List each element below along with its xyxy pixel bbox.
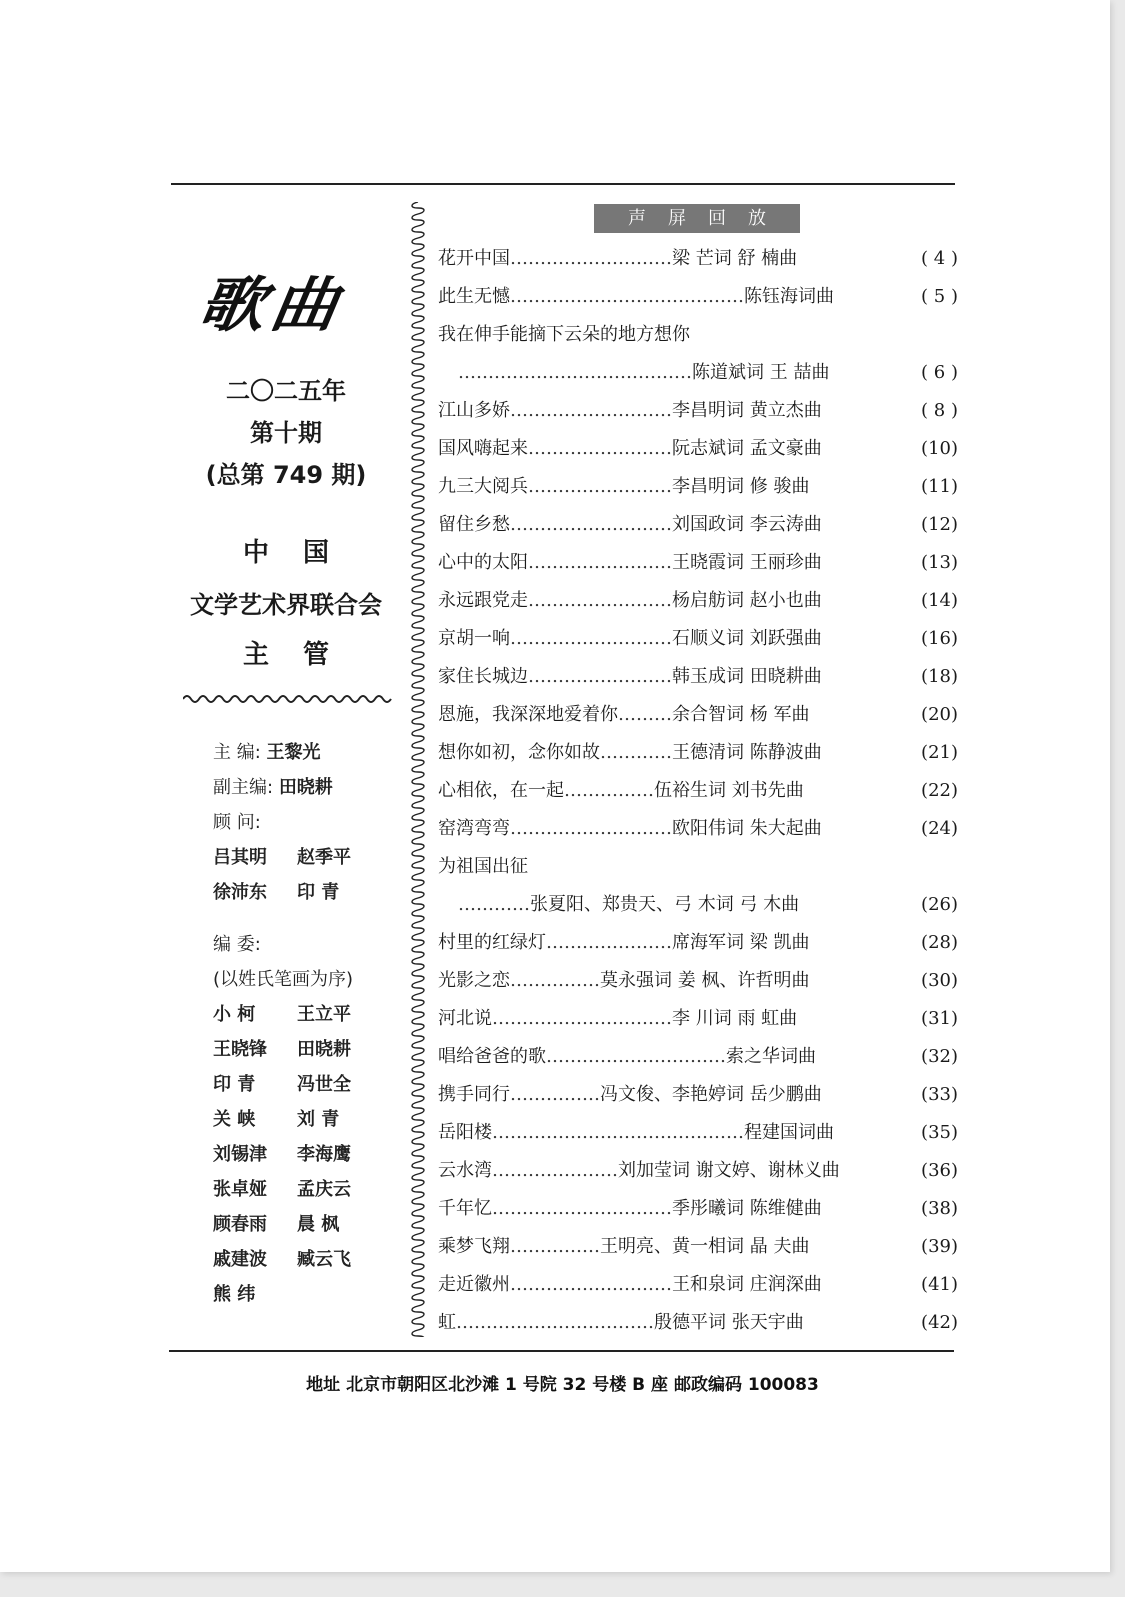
toc-page-number: (10) [921,438,958,459]
toc-page-number: ( 8 ) [921,400,958,421]
toc-title: 乘梦飞翔 [438,1236,510,1257]
toc-leader-dots: ………… [600,742,672,763]
toc-entry [438,544,958,582]
toc-title: 村里的红绿灯 [438,932,546,953]
address-line: 地址 北京市朝阳区北沙滩 1 号院 32 号楼 B 座 邮政编码 100083 [306,1375,819,1395]
table-of-contents [438,208,958,1342]
toc-leader-dots: …………………………… [456,1312,654,1333]
toc-leader-dots: ………………………… [546,1046,726,1067]
toc-credit: 伍裕生词 刘书先曲 [654,780,804,801]
toc-title: 花开中国 [438,248,510,269]
board-member: 顾春雨 [213,1214,267,1235]
chief-editor-name: 王黎光 [266,742,321,763]
issue-info [171,370,401,496]
board-member: 刘 青 [297,1109,340,1130]
board-row [213,1067,403,1102]
board-member: 田晓耕 [297,1039,351,1060]
board-member: 刘锡津 [213,1144,267,1165]
toc-entry [438,924,958,962]
issue-number: 第十期 [250,419,322,447]
editorial-staff [213,735,403,1312]
toc-entry [438,1038,958,1076]
toc-page-number: (28) [921,932,958,953]
toc-credit: 陈道斌词 王 喆曲 [692,362,830,383]
board-member: 王立平 [297,1004,351,1025]
board-note: (以姓氏笔画为序) [213,969,354,990]
toc-leader-dots: ………………………………… [510,286,744,307]
board-row [213,1102,403,1137]
toc-entry [438,1266,958,1304]
toc-leader-dots: ……………………… [510,818,672,839]
toc-entry [438,468,958,506]
toc-leader-dots: ………………………………… [458,362,692,383]
toc-page-number: (36) [921,1160,958,1181]
toc-title: 虹 [438,1312,456,1333]
toc-title: 唱给爸爸的歌 [438,1046,546,1067]
toc-title: 携手同行 [438,1084,510,1105]
advisor-name: 徐沛东 [213,882,267,903]
wave-divider [183,693,393,705]
toc-credit: 石顺义词 刘跃强曲 [672,628,822,649]
advisor-row [213,840,403,875]
bottom-rule [169,1350,954,1352]
board-member: 冯世全 [297,1074,351,1095]
toc-entry [438,886,958,924]
toc-title: 光影之恋 [438,970,510,991]
board-member: 臧云飞 [297,1249,351,1270]
toc-page-number: (33) [921,1084,958,1105]
toc-page-number: (21) [921,742,958,763]
toc-credit: 索之华词曲 [726,1046,816,1067]
toc-page-number: (11) [921,476,958,497]
toc-page-number: (42) [921,1312,958,1333]
toc-leader-dots: …………… [510,1084,600,1105]
toc-title: 留住乡愁 [438,514,510,535]
issue-total: (总第 749 期) [205,461,367,489]
toc-entry [438,1152,958,1190]
toc-credit: 王明亮、黄一相词 晶 夫曲 [600,1236,810,1257]
toc-entry [438,240,958,278]
org-line-1: 中国 [242,538,363,568]
toc-page-number: (12) [921,514,958,535]
board-row [213,1242,403,1277]
toc-leader-dots: ……………………… [510,514,672,535]
toc-credit: 李 川词 雨 虹曲 [672,1008,798,1029]
toc-entry [438,354,958,392]
toc-leader-dots: ………………… [492,1160,618,1181]
toc-title: 心相依，在一起 [438,780,564,801]
toc-leader-dots: …………………… [528,476,672,497]
toc-leader-dots: ……………………… [510,400,672,421]
board-member: 晨 枫 [297,1214,340,1235]
org-line-2: 文学艺术界联合会 [190,590,382,619]
board-member: 李海鹰 [297,1144,351,1165]
toc-entry [438,1076,958,1114]
board-member: 小 柯 [213,1004,256,1025]
toc-credit: 王晓霞词 王丽珍曲 [672,552,822,573]
toc-leader-dots: …………………… [528,590,672,611]
toc-credit: 阮志斌词 孟文豪曲 [672,438,822,459]
toc-entry [438,658,958,696]
toc-entry [438,696,958,734]
advisor-label: 顾 问: [213,812,261,833]
toc-title: 国风嗨起来 [438,438,528,459]
advisor-row [213,875,403,910]
toc-title: 九三大阅兵 [438,476,528,497]
toc-page-number: ( 6 ) [921,362,958,383]
toc-credit: 席海军词 梁 凯曲 [672,932,810,953]
board-member: 王晓锋 [213,1039,267,1060]
toc-credit: 季彤曦词 陈维健曲 [672,1198,822,1219]
deputy-editor-label: 副主编: [213,777,274,798]
toc-leader-dots: ………………… [546,932,672,953]
advisor-name: 赵季平 [297,847,351,868]
board-row [213,1172,403,1207]
toc-leader-dots: …………………… [528,552,672,573]
board-row [213,1207,403,1242]
chief-editor-row [213,735,403,770]
toc-credit: 陈钰海词曲 [744,286,834,307]
toc-entry [438,848,958,886]
deputy-editor-name: 田晓耕 [278,777,333,798]
toc-credit: 杨启舫词 赵小也曲 [672,590,822,611]
toc-title: 恩施，我深深地爱着你 [438,704,618,725]
board-member: 戚建波 [213,1249,267,1270]
toc-credit: 梁 芒词 舒 楠曲 [672,248,798,269]
toc-entry [438,734,958,772]
toc-entry [438,772,958,810]
toc-credit: 刘国政词 李云涛曲 [672,514,822,535]
toc-leader-dots: ………………………… [492,1198,672,1219]
toc-title: 走近徽州 [438,1274,510,1295]
advisor-name: 印 青 [297,882,340,903]
board-member: 印 青 [213,1074,256,1095]
board-member: 关 峡 [213,1109,256,1130]
toc-page-number: (24) [921,818,958,839]
board-member: 熊 纬 [213,1284,256,1305]
toc-title: 永远跟党走 [438,590,528,611]
toc-credit: 余合智词 杨 军曲 [672,704,810,725]
toc-page-number: ( 5 ) [921,286,958,307]
toc-entry [438,506,958,544]
toc-entry [438,1000,958,1038]
toc-entry [438,316,958,354]
toc-title: 家住长城边 [438,666,528,687]
toc-page-number: (13) [921,552,958,573]
toc-leader-dots: …………… [510,1236,600,1257]
chief-editor-label: 主 编: [213,742,261,763]
toc-entry [438,962,958,1000]
toc-credit: 殷德平词 张天宇曲 [654,1312,804,1333]
toc-credit: 莫永强词 姜 枫、许哲明曲 [600,970,810,991]
toc-entry [438,810,958,848]
toc-title: 此生无憾 [438,286,510,307]
toc-credit: 韩玉成词 田晓耕曲 [672,666,822,687]
toc-title: 窑湾弯弯 [438,818,510,839]
advisor-name: 吕其明 [213,847,267,868]
deputy-editor-row [213,770,403,805]
toc-leader-dots: …………… [510,970,600,991]
toc-credit: 李昌明词 修 骏曲 [672,476,810,497]
toc-title: 江山多娇 [438,400,510,421]
toc-entry [438,430,958,468]
issue-year: 二〇二五年 [226,377,346,405]
toc-entry [438,278,958,316]
toc-title: 心中的太阳 [438,552,528,573]
toc-entry [438,392,958,430]
board-row [213,1277,403,1312]
toc-title: 云水湾 [438,1160,492,1181]
toc-leader-dots: …………………………………… [492,1122,744,1143]
toc-title: 想你如初，念你如故 [438,742,600,763]
top-rule [171,183,955,185]
toc-page-number: (39) [921,1236,958,1257]
toc-page-number: (38) [921,1198,958,1219]
toc-page-number: (20) [921,704,958,725]
toc-page-number: (16) [921,628,958,649]
toc-title: 京胡一响 [438,628,510,649]
toc-entry [438,1114,958,1152]
toc-credit: 王德清词 陈静波曲 [672,742,822,763]
board-member: 张卓娅 [213,1179,267,1200]
board-row [213,1032,403,1067]
toc-leader-dots: ……… [618,704,672,725]
toc-entry [438,620,958,658]
toc-credit: 刘加莹词 谢文婷、谢林义曲 [618,1160,840,1181]
toc-title: 河北说 [438,1008,492,1029]
board-label: 编 委: [213,934,261,955]
toc-page-number: (22) [921,780,958,801]
toc-leader-dots: ……………………… [510,248,672,269]
toc-page-number: (35) [921,1122,958,1143]
toc-leader-dots: …………………… [528,666,672,687]
section-banner: 声屏回放 [594,204,800,233]
sponsor-org [171,528,401,681]
board-row [213,1137,403,1172]
toc-leader-dots: ………………………… [492,1008,672,1029]
toc-leader-dots: ………… [458,894,530,915]
toc-entry [438,1190,958,1228]
toc-title: 为祖国出征 [438,856,528,877]
toc-leader-dots: …………… [564,780,654,801]
toc-credit: 欧阳伟词 朱大起曲 [672,818,822,839]
toc-page-number: (31) [921,1008,958,1029]
org-line-3: 主管 [242,640,363,670]
toc-entry [438,1228,958,1266]
toc-title: 千年忆 [438,1198,492,1219]
toc-title: 我在伸手能摘下云朵的地方想你 [438,324,690,345]
toc-page-number: (26) [921,894,958,915]
toc-leader-dots: ……………………… [510,1274,672,1295]
toc-leader-dots: …………………… [528,438,672,459]
chain-divider [408,202,428,1337]
toc-entry [438,582,958,620]
toc-credit: 程建国词曲 [744,1122,834,1143]
masthead-logo: 歌曲 [194,269,348,341]
toc-page-number: (30) [921,970,958,991]
toc-page-number: ( 4 ) [921,248,958,269]
toc-page-number: (32) [921,1046,958,1067]
toc-leader-dots: ……………………… [510,628,672,649]
toc-credit: 冯文俊、李艳婷词 岳少鹏曲 [600,1084,822,1105]
board-row [213,997,403,1032]
toc-page-number: (18) [921,666,958,687]
toc-credit: 王和泉词 庄润深曲 [672,1274,822,1295]
toc-entry [438,1304,958,1342]
toc-credit: 李昌明词 黄立杰曲 [672,400,822,421]
toc-credit: 张夏阳、郑贵天、弓 木词 弓 木曲 [530,894,800,915]
board-member: 孟庆云 [297,1179,351,1200]
toc-page-number: (41) [921,1274,958,1295]
toc-title: 岳阳楼 [438,1122,492,1143]
toc-page-number: (14) [921,590,958,611]
